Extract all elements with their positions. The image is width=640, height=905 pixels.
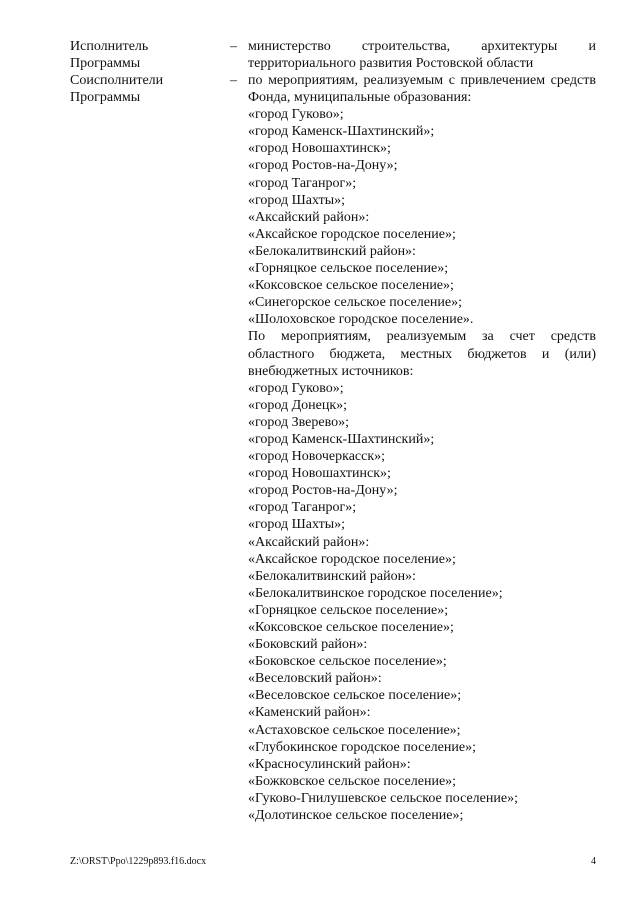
executor-desc: министерство строительства, архитектуры и территориального развития Ростовской области — [248, 39, 596, 72]
list-item: «Коксовское сельское поселение»; — [248, 278, 454, 294]
list-item: «Веселовский район»: — [248, 671, 382, 687]
budget-list — [248, 380, 596, 824]
list-item: «Боковское сельское поселение»; — [248, 654, 447, 670]
list-item: «Белокалитвинское городское поселение»; — [248, 585, 503, 601]
list-item: «Боковский район»: — [248, 637, 368, 653]
list-item: «Долотинское сельское поселение»; — [248, 808, 464, 824]
list-item: «Шолоховское городское поселение». — [248, 312, 474, 328]
budget-intro: По мероприятиям, реализуемым за счет средств областного бюджета, местных бюджетов и (или) внебюджетных источников: — [248, 329, 596, 379]
list-item: «город Шахты»; — [248, 192, 346, 208]
list-item: «Глубокинское городское поселение»; — [248, 739, 476, 755]
executor-term: Исполнитель Программы — [70, 39, 149, 71]
list-item: «город Каменск-Шахтинский»; — [248, 431, 435, 447]
list-item: «город Новочеркасск»; — [248, 449, 386, 465]
fund-list — [248, 106, 596, 328]
list-item: «Каменский район»: — [248, 705, 371, 721]
list-item: «Веселовское сельское поселение»; — [248, 688, 462, 704]
list-item: «Аксайское городское поселение»; — [248, 226, 456, 242]
list-item: «город Гуково»; — [248, 380, 344, 396]
list-item: «город Гуково»; — [248, 107, 344, 123]
coexecutors-term: Соисполнители Программы — [70, 73, 164, 105]
fund-intro: по мероприятиям, реализуемым с привлечением средств Фонда, муниципальные образования: — [248, 73, 596, 106]
list-item: «Синегорское сельское поселение»; — [248, 295, 463, 311]
coexecutors-dash: – — [230, 73, 237, 88]
list-item: «город Донецк»; — [248, 397, 348, 413]
list-item: «Астаховское сельское поселение»; — [248, 722, 461, 738]
list-item: «город Каменск-Шахтинский»; — [248, 124, 435, 140]
list-item: «Горняцкое сельское поселение»; — [248, 602, 449, 618]
list-item: «Горняцкое сельское поселение»; — [248, 261, 449, 277]
list-item: «Коксовское сельское поселение»; — [248, 620, 454, 635]
list-item: «город Таганрог»; — [248, 500, 357, 516]
list-item: «город Зверево»; — [248, 414, 349, 430]
list-item: «Аксайский район»: — [248, 534, 370, 550]
list-item: «Аксайское городское поселение»; — [248, 551, 456, 567]
footer-page-number: 4 — [591, 856, 596, 867]
list-item: «город Таганрог»; — [248, 175, 357, 191]
list-item: «Белокалитвинский район»: — [248, 243, 416, 259]
footer-file-path: Z:\ORST\Ppo\1229p893.f16.docx — [70, 856, 207, 867]
list-item: «Гуково-Гнилушевское сельское поселение»; — [248, 790, 518, 806]
coexecutors-desc — [248, 72, 596, 824]
list-item: «город Шахты»; — [248, 517, 346, 533]
list-item: «Аксайский район»: — [248, 209, 370, 225]
list-item: «город Новошахтинск»; — [248, 466, 391, 482]
list-item: «Божковское сельское поселение»; — [248, 773, 457, 789]
list-item: «Белокалитвинский район»: — [248, 568, 416, 584]
executor-dash: – — [230, 39, 237, 54]
list-item: «город Ростов-на-Дону»; — [248, 483, 398, 499]
list-item: «Красносулинский район»: — [248, 756, 411, 772]
list-item: «город Ростов-на-Дону»; — [248, 158, 398, 174]
list-item: «город Новошахтинск»; — [248, 141, 391, 157]
